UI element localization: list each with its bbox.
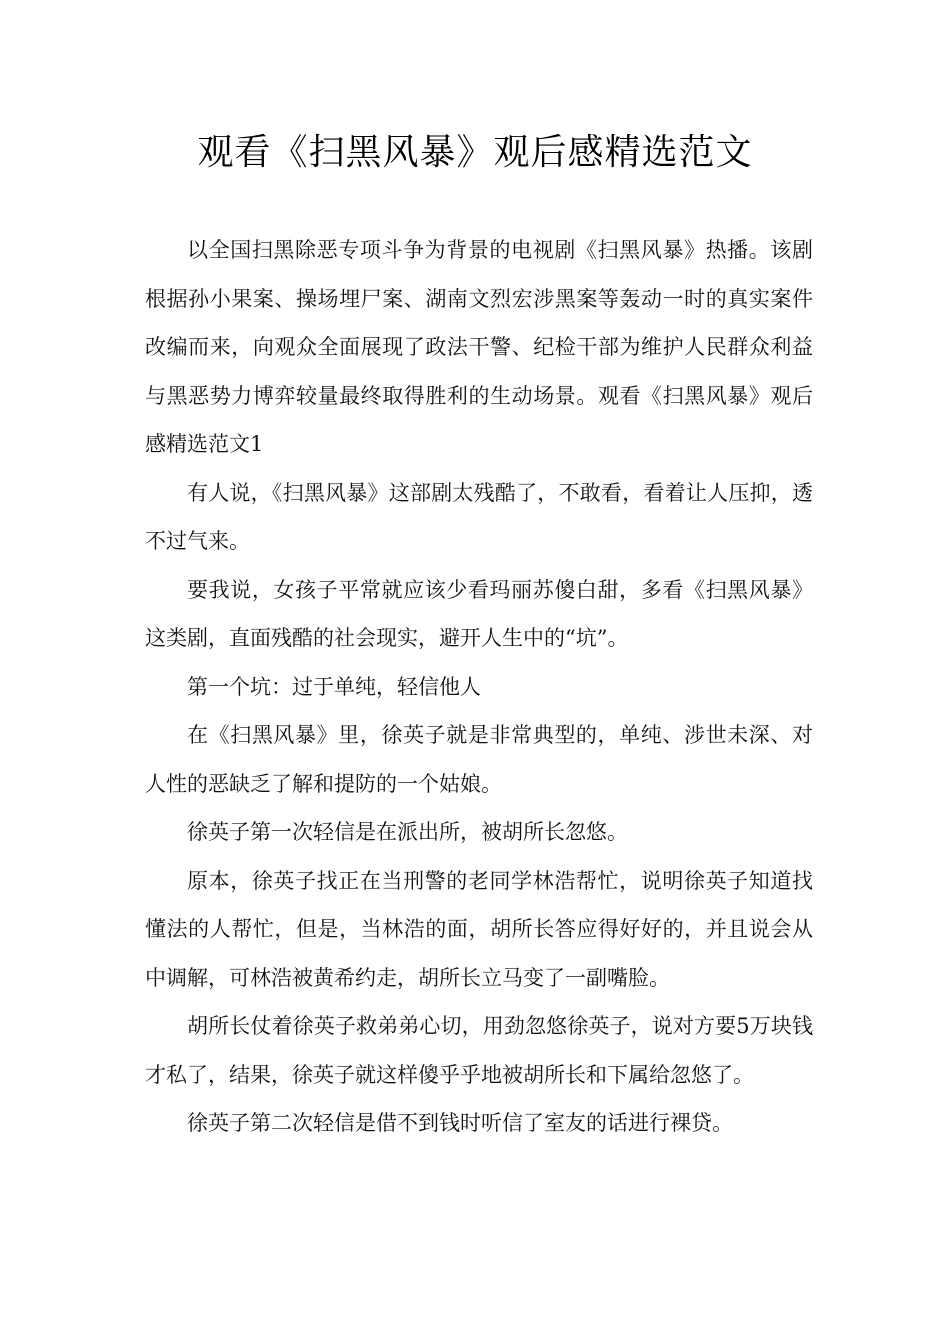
- paragraph: 第一个坑：过于单纯，轻信他人: [187, 674, 481, 699]
- paragraph: 原本，徐英子找正在当刑警的老同学林浩帮忙，说明徐英子知道找懂法的人帮忙，但是，当林浩的面，胡所长答应得好好的，并且说会从中调解，可林浩被黄希约走，胡所长立马变了一副嘴脸。: [145, 868, 813, 990]
- document-body: [145, 226, 813, 1148]
- paragraph: 胡所长仗着徐英子救弟弟心切，用劲忽悠徐英子，说对方要5万块钱才私了，结果，徐英子就这样傻乎乎地被胡所长和下属给忽悠了。: [145, 1014, 813, 1087]
- paragraph: 以全国扫黑除恶专项斗争为背景的电视剧《扫黑风暴》热播。该剧根据孙小果案、操场埋尸案、湖南文烈宏涉黑案等轰动一时的真实案件改编而来，向观众全面展现了政法干警、纪检干部为维护人民群众利益与黑恶势力博弈较量最终取得胜利的生动场景。观看《扫黑风暴》观后感精选范文1: [145, 238, 813, 456]
- paragraph: 徐英子第二次轻信是借不到钱时听信了室友的话进行裸贷。: [187, 1111, 733, 1135]
- paragraph: 在《扫黑风暴》里，徐英子就是非常典型的，单纯、涉世未深、对人性的恶缺乏了解和提防的一个姑娘。: [145, 723, 813, 796]
- document-title: 观看《扫黑风暴》观后感精选范文: [197, 132, 753, 173]
- paragraph: 徐英子第一次轻信是在派出所，被胡所长忽悠。: [187, 820, 628, 844]
- paragraph: 要我说，女孩子平常就应该少看玛丽苏傻白甜，多看《扫黑风暴》这类剧，直面残酷的社会现实，避开人生中的“坑”。: [145, 577, 813, 650]
- paragraph: 有人说，《扫黑风暴》这部剧太残酷了，不敢看，看着让人压抑，透不过气来。: [145, 480, 813, 553]
